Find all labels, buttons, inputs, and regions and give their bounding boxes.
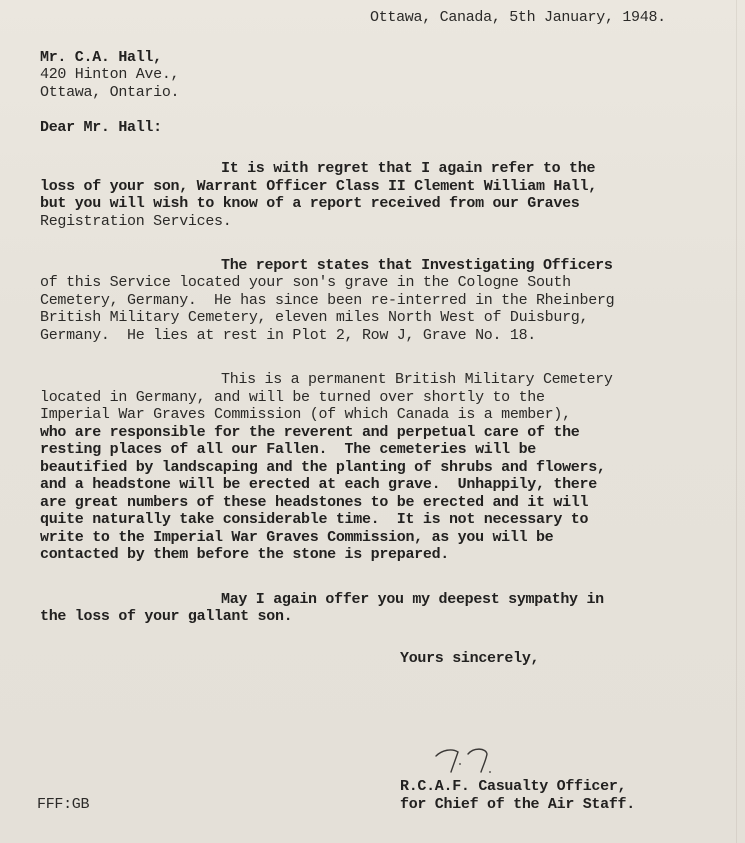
paragraph-line: and a headstone will be erected at each grave. Unhappily, there: [40, 476, 597, 493]
paragraph-line: located in Germany, and will be turned over shortly to the: [40, 389, 545, 406]
paragraph-line: Registration Services.: [40, 213, 232, 230]
paper-edge: [736, 0, 737, 843]
paragraph-line: British Military Cemetery, eleven miles North West of Duisburg,: [40, 309, 589, 326]
paragraph-line: beautified by landscaping and the planting of shrubs and flowers,: [40, 459, 606, 476]
paragraph-line: This is a permanent British Military Cemetery: [221, 371, 613, 388]
signatory-title: R.C.A.F. Casualty Officer,: [400, 778, 627, 795]
recipient-city: Ottawa, Ontario.: [40, 84, 180, 101]
paragraph-line: Cemetery, Germany. He has since been re-interred in the Rheinberg: [40, 292, 615, 309]
paragraph-line: It is with regret that I again refer to the: [221, 160, 596, 177]
paragraph-line: the loss of your gallant son.: [40, 608, 293, 625]
paragraph-line: contacted by them before the stone is prepared.: [40, 546, 449, 563]
dateline: Ottawa, Canada, 5th January, 1948.: [370, 9, 666, 26]
paragraph-line: loss of your son, Warrant Officer Class II Clement William Hall,: [40, 178, 597, 195]
closing: Yours sincerely,: [400, 650, 540, 667]
paragraph-line: write to the Imperial War Graves Commission, as you will be: [40, 529, 554, 546]
handwritten-signature-icon: [432, 742, 512, 776]
paragraph-line: The report states that Investigating Officers: [221, 257, 613, 274]
paragraph-line: who are responsible for the reverent and perpetual care of the: [40, 424, 580, 441]
signatory-for: for Chief of the Air Staff.: [400, 796, 635, 813]
paragraph-line: but you will wish to know of a report received from our Graves: [40, 195, 580, 212]
paragraph-line: are great numbers of these headstones to be erected and it will: [40, 494, 589, 511]
reference-initials: FFF:GB: [37, 796, 90, 813]
recipient-street: 420 Hinton Ave.,: [40, 66, 180, 83]
paragraph-line: of this Service located your son's grave in the Cologne South: [40, 274, 571, 291]
salutation: Dear Mr. Hall:: [40, 119, 162, 136]
paragraph-line: quite naturally take considerable time. It is not necessary to: [40, 511, 589, 528]
paragraph-line: resting places of all our Fallen. The cemeteries will be: [40, 441, 536, 458]
paragraph-line: Germany. He lies at rest in Plot 2, Row J, Grave No. 18.: [40, 327, 536, 344]
paragraph-line: May I again offer you my deepest sympathy in: [221, 591, 604, 608]
paragraph-line: Imperial War Graves Commission (of which Canada is a member),: [40, 406, 571, 423]
recipient-name: Mr. C.A. Hall,: [40, 49, 162, 66]
